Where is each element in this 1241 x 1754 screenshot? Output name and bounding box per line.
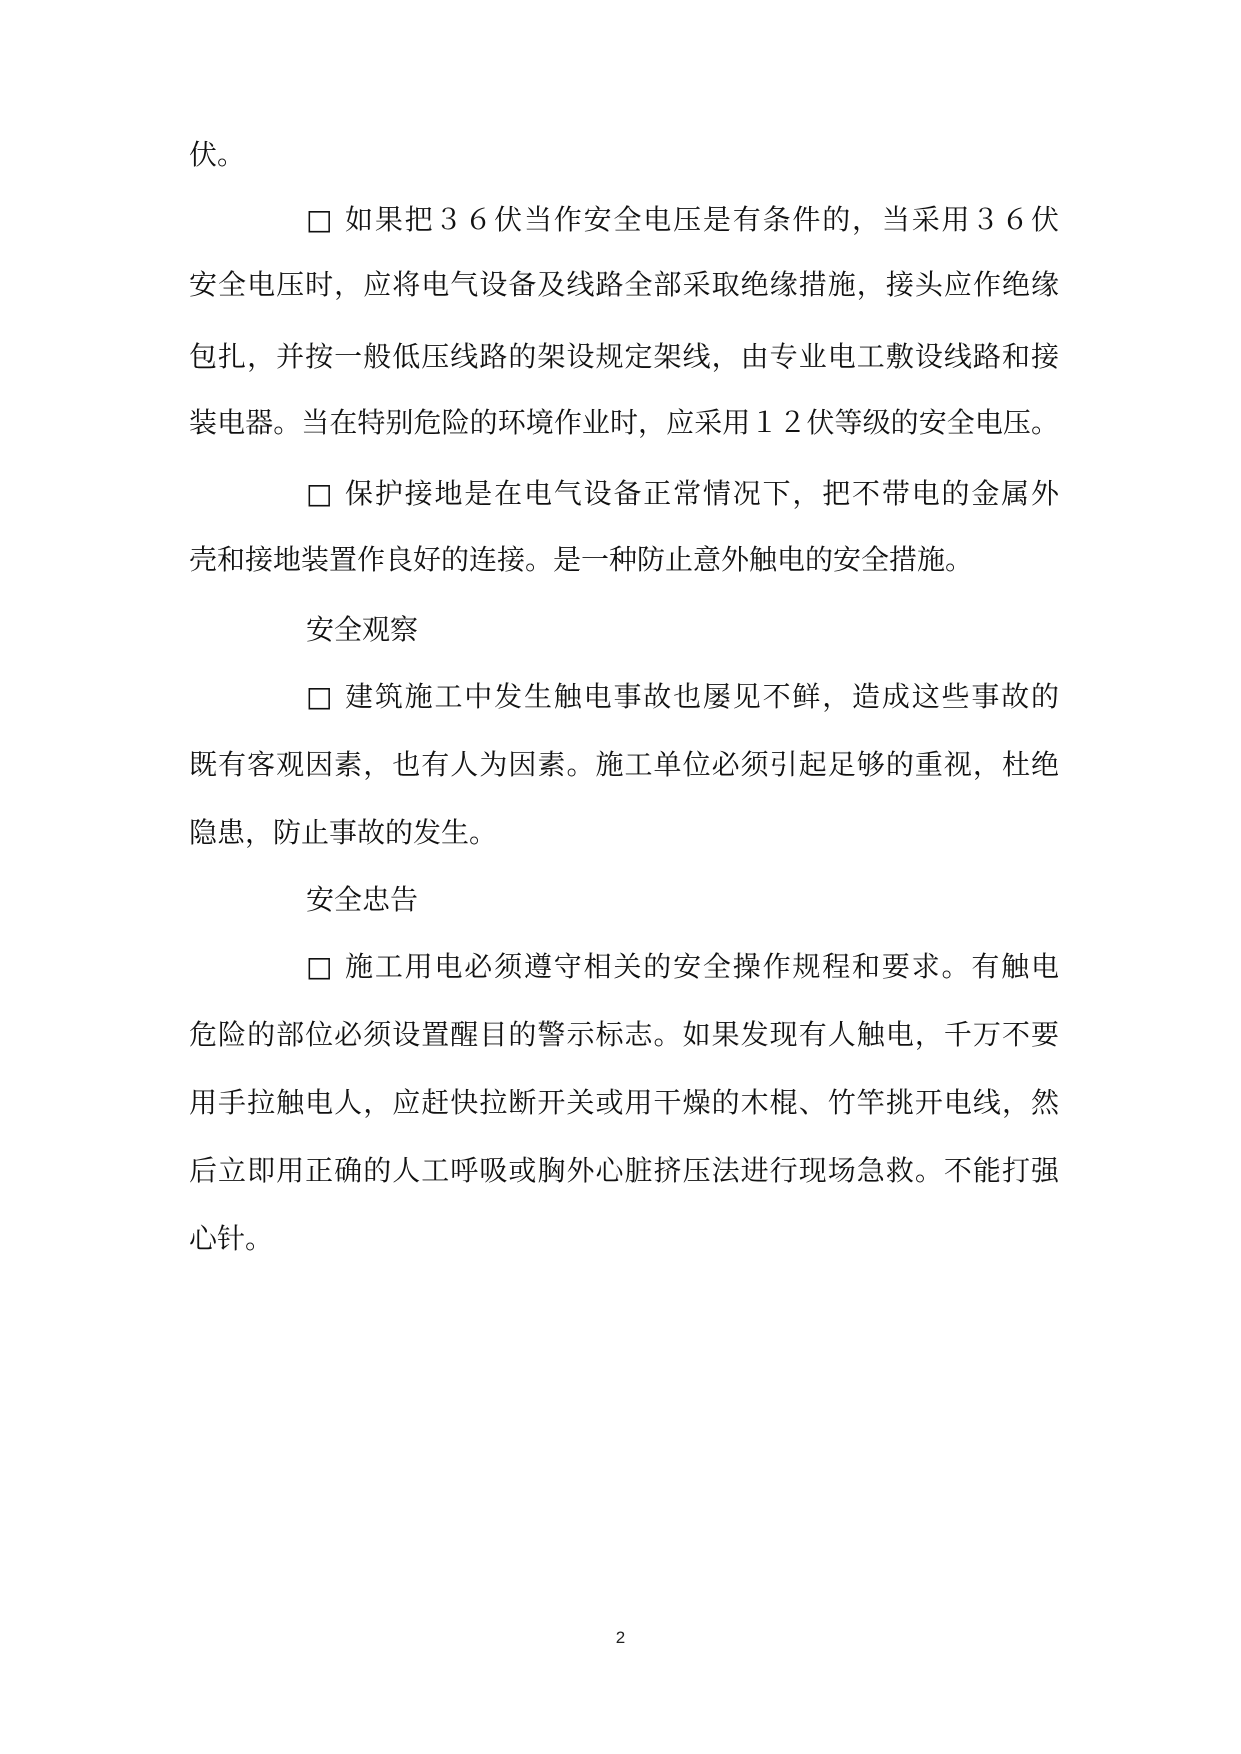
- bullet-line: □ 保护接地是在电气设备正常情况下，把不带电的金属外: [306, 477, 1059, 510]
- bullet-line: □ 建筑施工中发生触电事故也屡见不鲜，造成这些事故的: [306, 680, 1059, 713]
- text-line: 既有客观因素，也有人为因素。施工单位必须引起足够的重视，杜绝: [189, 748, 1059, 781]
- text-line: 安全电压时，应将电气设备及线路全部采取绝缘措施，接头应作绝缘: [189, 268, 1059, 301]
- text-line: 伏。: [189, 138, 246, 171]
- section-heading: 安全忠告: [306, 883, 419, 916]
- text-line: 包扎，并按一般低压线路的架设规定架线，由专业电工敷设线路和接: [189, 340, 1059, 373]
- bullet-line: □ 如果把３６伏当作安全电压是有条件的，当采用３６伏: [306, 203, 1059, 236]
- text-line: 装电器。当在特别危险的环境作业时，应采用１２伏等级的安全电压。: [189, 406, 1059, 439]
- text-line: 后立即用正确的人工呼吸或胸外心脏挤压法进行现场急救。不能打强: [189, 1154, 1059, 1187]
- section-heading: 安全观察: [306, 613, 419, 646]
- text-line: 隐患，防止事故的发生。: [189, 816, 498, 849]
- text-line: 壳和接地装置作良好的连接。是一种防止意外触电的安全措施。: [189, 543, 974, 576]
- bullet-line: □ 施工用电必须遵守相关的安全操作规程和要求。有触电: [306, 950, 1059, 983]
- text-line: 心针。: [189, 1222, 274, 1255]
- text-line: 用手拉触电人，应赶快拉断开关或用干燥的木棍、竹竿挑开电线，然: [189, 1086, 1059, 1119]
- text-line: 危险的部位必须设置醒目的警示标志。如果发现有人触电，千万不要: [189, 1018, 1059, 1051]
- page-number: 2: [615, 1628, 626, 1647]
